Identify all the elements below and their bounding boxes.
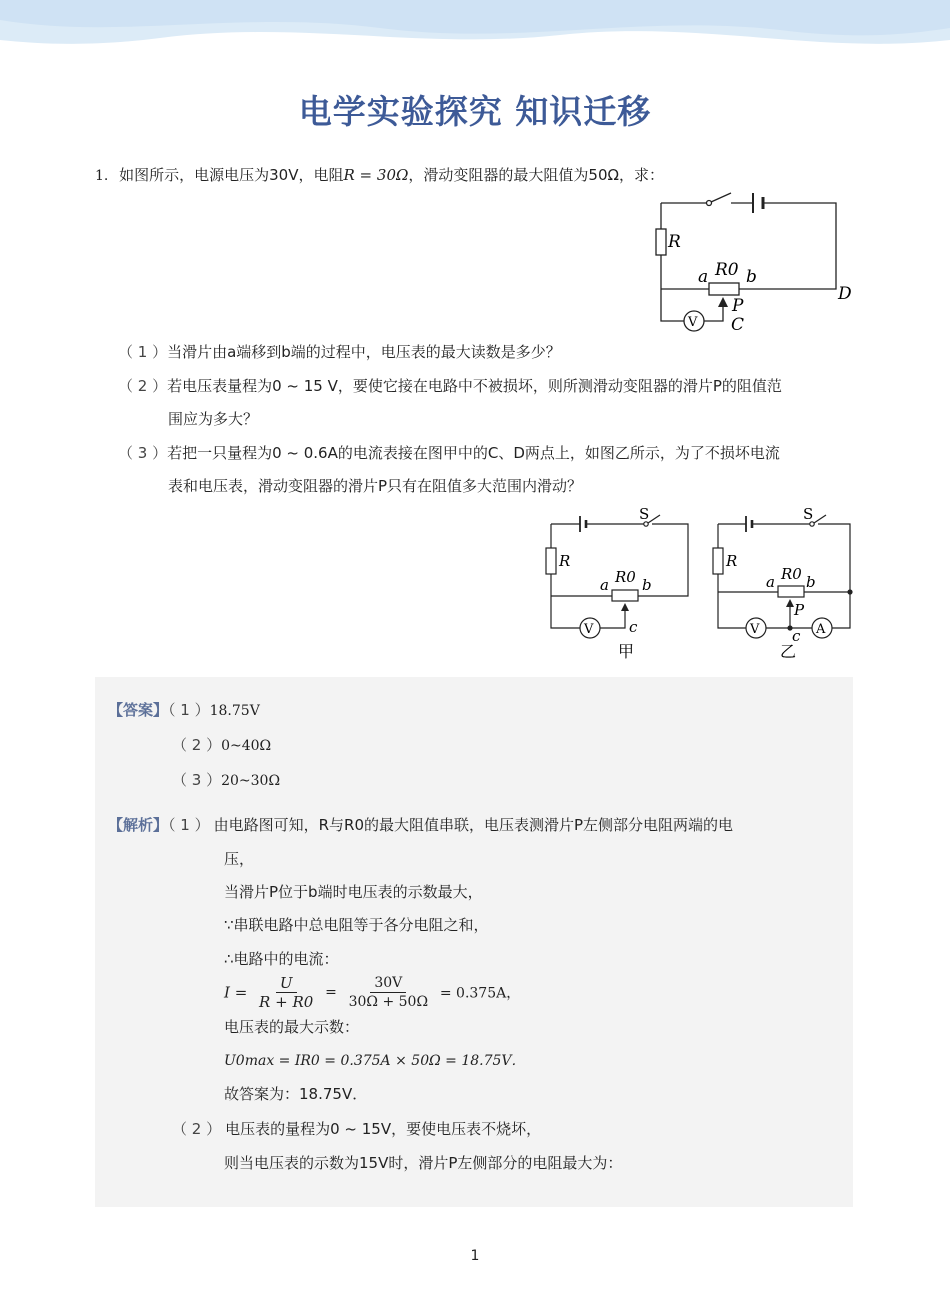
analysis-2: （ 2 ） 电压表的量程为0 ~ 15V，要使电压表不烧坏， [172, 1120, 542, 1138]
svg-text:R: R [559, 552, 571, 570]
analysis-line: 则当电压表的示数为15V时，滑片P左侧部分的电阻最大为： [224, 1154, 623, 1172]
sub-question-3-cont: 表和电压表，滑动变阻器的滑片P只有在阻值多大范围内滑动？ [168, 477, 583, 495]
svg-text:A: A [816, 622, 826, 637]
answer-3: （ 3 ）20~30Ω [172, 771, 281, 789]
svg-text:S: S [639, 505, 650, 523]
current-equation: I = $\frac{U}{R + R0}$ = $\frac{30V}{30\Omega + 50\Omega}$ = 0.375A， [224, 974, 521, 1011]
analysis-line: ∵串联电路中总电阻等于各分电阻之和， [224, 916, 489, 934]
svg-text:R0: R0 [715, 260, 739, 280]
svg-text:P: P [732, 296, 744, 316]
answer-1: 【答案】（ 1 ）18.75V [108, 701, 260, 719]
svg-text:R: R [726, 552, 738, 570]
analysis-line: 故答案为：18.75V． [224, 1085, 368, 1103]
analysis-line: ∴电路中的电流： [224, 950, 339, 968]
svg-text:c: c [629, 618, 638, 636]
circuit-diagram-yi [706, 502, 866, 667]
sub-question-2-cont: 围应为多大？ [168, 410, 259, 428]
page-number: 1 [470, 1248, 480, 1264]
svg-text:C: C [731, 315, 745, 335]
analysis-line: 压， [224, 850, 255, 868]
analysis-1: 【解析】（ 1 ） 由电路图可知，R与R0的最大阻值串联，电压表测滑片P左侧部分电阻两端的电 [108, 816, 734, 834]
answer-2: （ 2 ）0~40Ω [172, 736, 272, 754]
svg-text:P: P [794, 601, 805, 619]
sub-question-1: （ 1 ）当滑片由a端移到b端的过程中，电压表的最大读数是多少？ [118, 343, 561, 361]
svg-text:V: V [750, 622, 760, 637]
svg-text:a: a [698, 267, 709, 287]
svg-text:c: c [792, 627, 801, 645]
svg-text:b: b [746, 267, 757, 287]
svg-text:V: V [584, 622, 594, 637]
figure-caption-jia: 甲 [618, 642, 635, 661]
question-number: 1. [95, 168, 109, 184]
svg-text:R0: R0 [615, 568, 636, 586]
header-wave-decoration [0, 0, 950, 70]
figure-caption-yi: 乙 [780, 642, 797, 661]
circuit-diagram-jia [540, 502, 700, 667]
page-title: 电学实验探究 知识迁移 [298, 92, 652, 131]
question-stem: 1. 如图所示，电源电压为30V，电阻R = 30Ω，滑动变阻器的最大阻值为50Ω，求： [95, 166, 664, 184]
svg-text:a: a [766, 573, 775, 591]
sub-question-2: （ 2 ）若电压表量程为0 ~ 15 V，要使它接在电路中不被损坏，则所测滑动变阻器的滑片P的阻值范 [118, 377, 782, 395]
svg-text:b: b [806, 573, 816, 591]
analysis-line: 当滑片P位于b端时电压表的示数最大， [224, 883, 483, 901]
svg-text:S: S [803, 505, 814, 523]
svg-text:D: D [838, 284, 852, 304]
voltage-equation: U0max = IR0 = 0.375A × 50Ω = 18.75V． [224, 1053, 526, 1069]
svg-text:b: b [642, 576, 652, 594]
circuit-diagram-main [645, 185, 865, 335]
svg-text:V: V [688, 315, 698, 330]
svg-text:R0: R0 [781, 565, 802, 583]
svg-text:a: a [600, 576, 609, 594]
answer-tag: 【答案】 [108, 701, 169, 719]
analysis-tag: 【解析】 [108, 816, 169, 834]
sub-question-3: （ 3 ）若把一只量程为0 ~ 0.6A的电流表接在图甲中的C、D两点上，如图乙所示，为了不损坏电流 [118, 444, 780, 462]
analysis-line: 电压表的最大示数： [224, 1018, 360, 1036]
svg-text:R: R [668, 232, 681, 252]
